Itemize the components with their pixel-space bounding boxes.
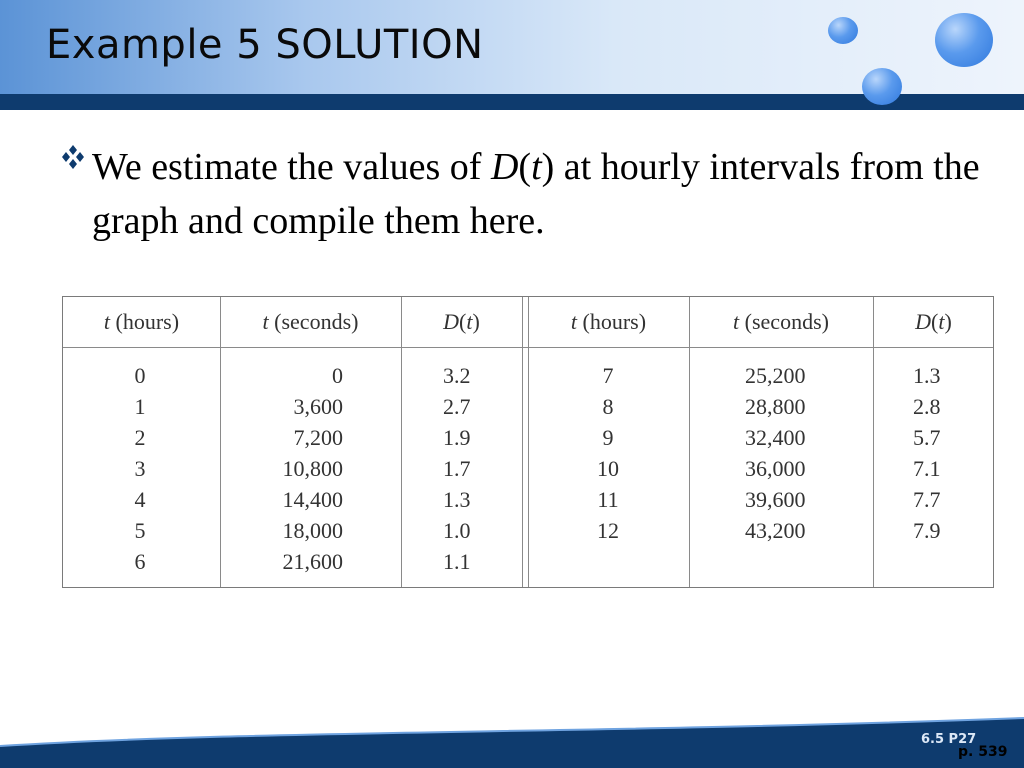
table-cell-seconds: 3,600 <box>293 394 343 419</box>
table-cell-d: 7.1 <box>913 456 941 481</box>
table-header-rule <box>63 347 993 348</box>
table-cell-hours: 7 <box>602 363 614 388</box>
table-cell-hours: 4 <box>134 487 146 512</box>
header-t-seconds: t (seconds) <box>733 309 829 334</box>
table-cell-hours: 2 <box>134 425 146 450</box>
table-cell-seconds: 43,200 <box>745 518 806 543</box>
column-right-d <box>913 360 947 546</box>
table-cell-d: 2.7 <box>443 394 471 419</box>
header-d-of-t: D(t) <box>443 309 480 334</box>
header-t-hours: t (hours) <box>570 309 647 334</box>
slide-title: Example 5 SOLUTION <box>46 22 484 68</box>
header-t-hours: t (hours) <box>103 309 180 334</box>
table-cell-hours: 5 <box>134 518 146 543</box>
table-cell-d: 1.3 <box>913 363 941 388</box>
column-left-d <box>443 360 477 577</box>
column-left-hours <box>125 360 155 577</box>
table-cell-seconds: 25,200 <box>745 363 806 388</box>
table-cell-d: 3.2 <box>443 363 471 388</box>
table-cell-seconds: 21,600 <box>282 549 343 574</box>
table-divider <box>220 297 221 587</box>
bullet-text <box>92 140 992 248</box>
column-right-hours <box>587 360 629 546</box>
table-cell-hours: 11 <box>597 487 619 512</box>
table-cell-d: 2.8 <box>913 394 941 419</box>
table-cell-d: 1.3 <box>443 487 471 512</box>
table-cell-hours: 8 <box>602 394 614 419</box>
table-cell-seconds: 10,800 <box>282 456 343 481</box>
column-left-seconds <box>263 360 343 577</box>
decorative-bubble-small <box>828 17 858 44</box>
table-cell-hours: 10 <box>597 456 619 481</box>
table-cell-hours: 3 <box>134 456 146 481</box>
table-divider <box>522 297 523 587</box>
column-right-seconds <box>745 360 815 546</box>
table-cell-hours: 12 <box>597 518 619 543</box>
table-cell-hours: 0 <box>134 363 146 388</box>
table-cell-seconds: 18,000 <box>282 518 343 543</box>
table-cell-d: 1.9 <box>443 425 471 450</box>
table-divider <box>873 297 874 587</box>
table-cell-d: 7.9 <box>913 518 941 543</box>
table-cell-hours: 6 <box>134 549 146 574</box>
decorative-bubble-medium <box>862 68 902 105</box>
footer-wave <box>0 700 1024 768</box>
paren-close: ) <box>541 146 555 188</box>
table-cell-hours: 9 <box>602 425 614 450</box>
header-d-of-t: D(t) <box>915 309 952 334</box>
table-cell-d: 1.7 <box>443 456 471 481</box>
table-cell-seconds: 0 <box>332 363 343 388</box>
table-cell-seconds: 36,000 <box>745 456 806 481</box>
page-reference: p. 539 <box>958 744 1008 760</box>
bullet-text-before: We estimate the values of <box>92 146 491 188</box>
data-table <box>62 296 994 588</box>
table-divider <box>401 297 402 587</box>
header-t-seconds: t (seconds) <box>262 309 359 334</box>
table-divider <box>689 297 690 587</box>
table-cell-d: 5.7 <box>913 425 941 450</box>
function-name: D <box>490 146 519 188</box>
table-cell-d: 1.0 <box>443 518 471 543</box>
diamond-bullet-icon <box>58 144 88 170</box>
function-variable: t <box>531 146 542 188</box>
decorative-bubble-large <box>935 13 993 67</box>
table-cell-seconds: 7,200 <box>293 425 343 450</box>
table-divider <box>528 297 529 587</box>
slide-code: 6.5 P27 <box>921 732 977 747</box>
table-cell-hours: 1 <box>134 394 146 419</box>
table-cell-seconds: 14,400 <box>282 487 343 512</box>
table-cell-seconds: 28,800 <box>745 394 806 419</box>
table-cell-d: 1.1 <box>443 549 471 574</box>
paren-open: ( <box>518 146 532 188</box>
bullet-text-after: at hourly intervals from the graph and compile them here. <box>92 146 980 242</box>
table-cell-seconds: 39,600 <box>745 487 806 512</box>
table-cell-d: 7.7 <box>913 487 941 512</box>
table-cell-seconds: 32,400 <box>745 425 806 450</box>
